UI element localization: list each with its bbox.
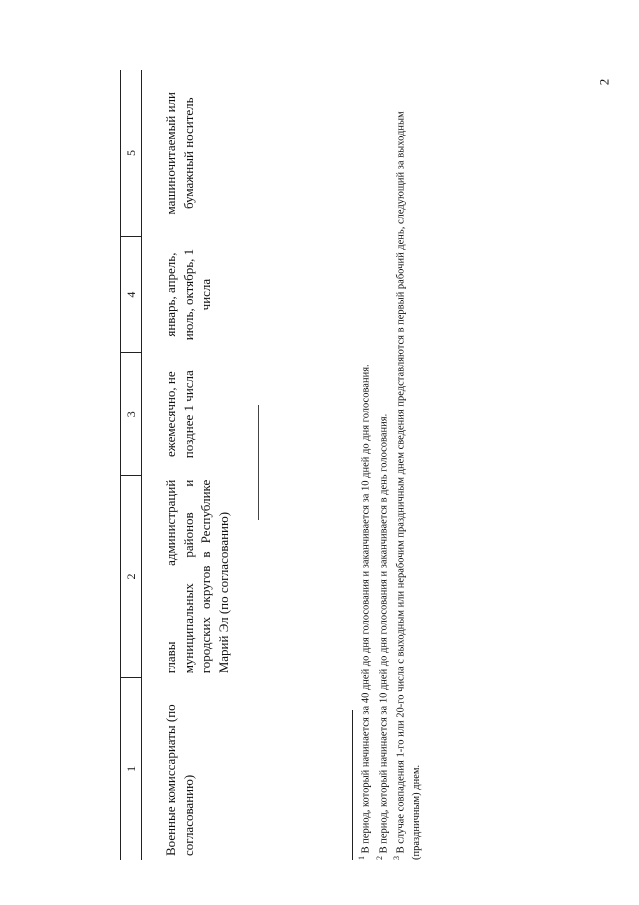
header-col-4: 4 [121, 236, 142, 352]
data-table [120, 70, 232, 860]
rotated-document-content [120, 70, 450, 860]
cell-source: Военные комиссариаты (по согласованию) [163, 704, 196, 856]
cell-frequency: ежемесячно, не позднее 1 числа [163, 370, 196, 459]
footnotes [352, 70, 424, 860]
header-col-1: 1 [121, 677, 142, 860]
table-row [142, 70, 233, 860]
header-col-3: 3 [121, 353, 142, 476]
cell-dates: январь, апрель, июль, октябрь, 1 числа [163, 248, 214, 341]
cell-medium: машиночитаемый или бумажный носитель [163, 92, 196, 215]
footnote-3: $^3$ В случае совпадения 1-го или 20-го числа с выходным или нерабочим праздничным днем сведения представляются в первый рабочий день, следующий за выходным (праздничным) днем. [392, 111, 423, 860]
cell-recipient: главы администраций муниципальных районов и городских округов в Республике Марий Эл (по согласованию) [163, 479, 231, 674]
footnote-2: $^2$ В период, который начинается за 10 дней до дня голосования и заканчивается в день голосования. [374, 413, 390, 860]
header-col-2: 2 [121, 476, 142, 678]
footnote-separator [352, 710, 353, 860]
footnote-1: $^1$ В период, который начинается за 40 дней до дня голосования и заканчивается за 10 дней до дня голосования. [357, 364, 372, 860]
page-number: 2 [595, 78, 611, 86]
end-separator-line [258, 405, 259, 520]
header-col-5: 5 [121, 70, 142, 236]
table-header-row [121, 70, 142, 860]
